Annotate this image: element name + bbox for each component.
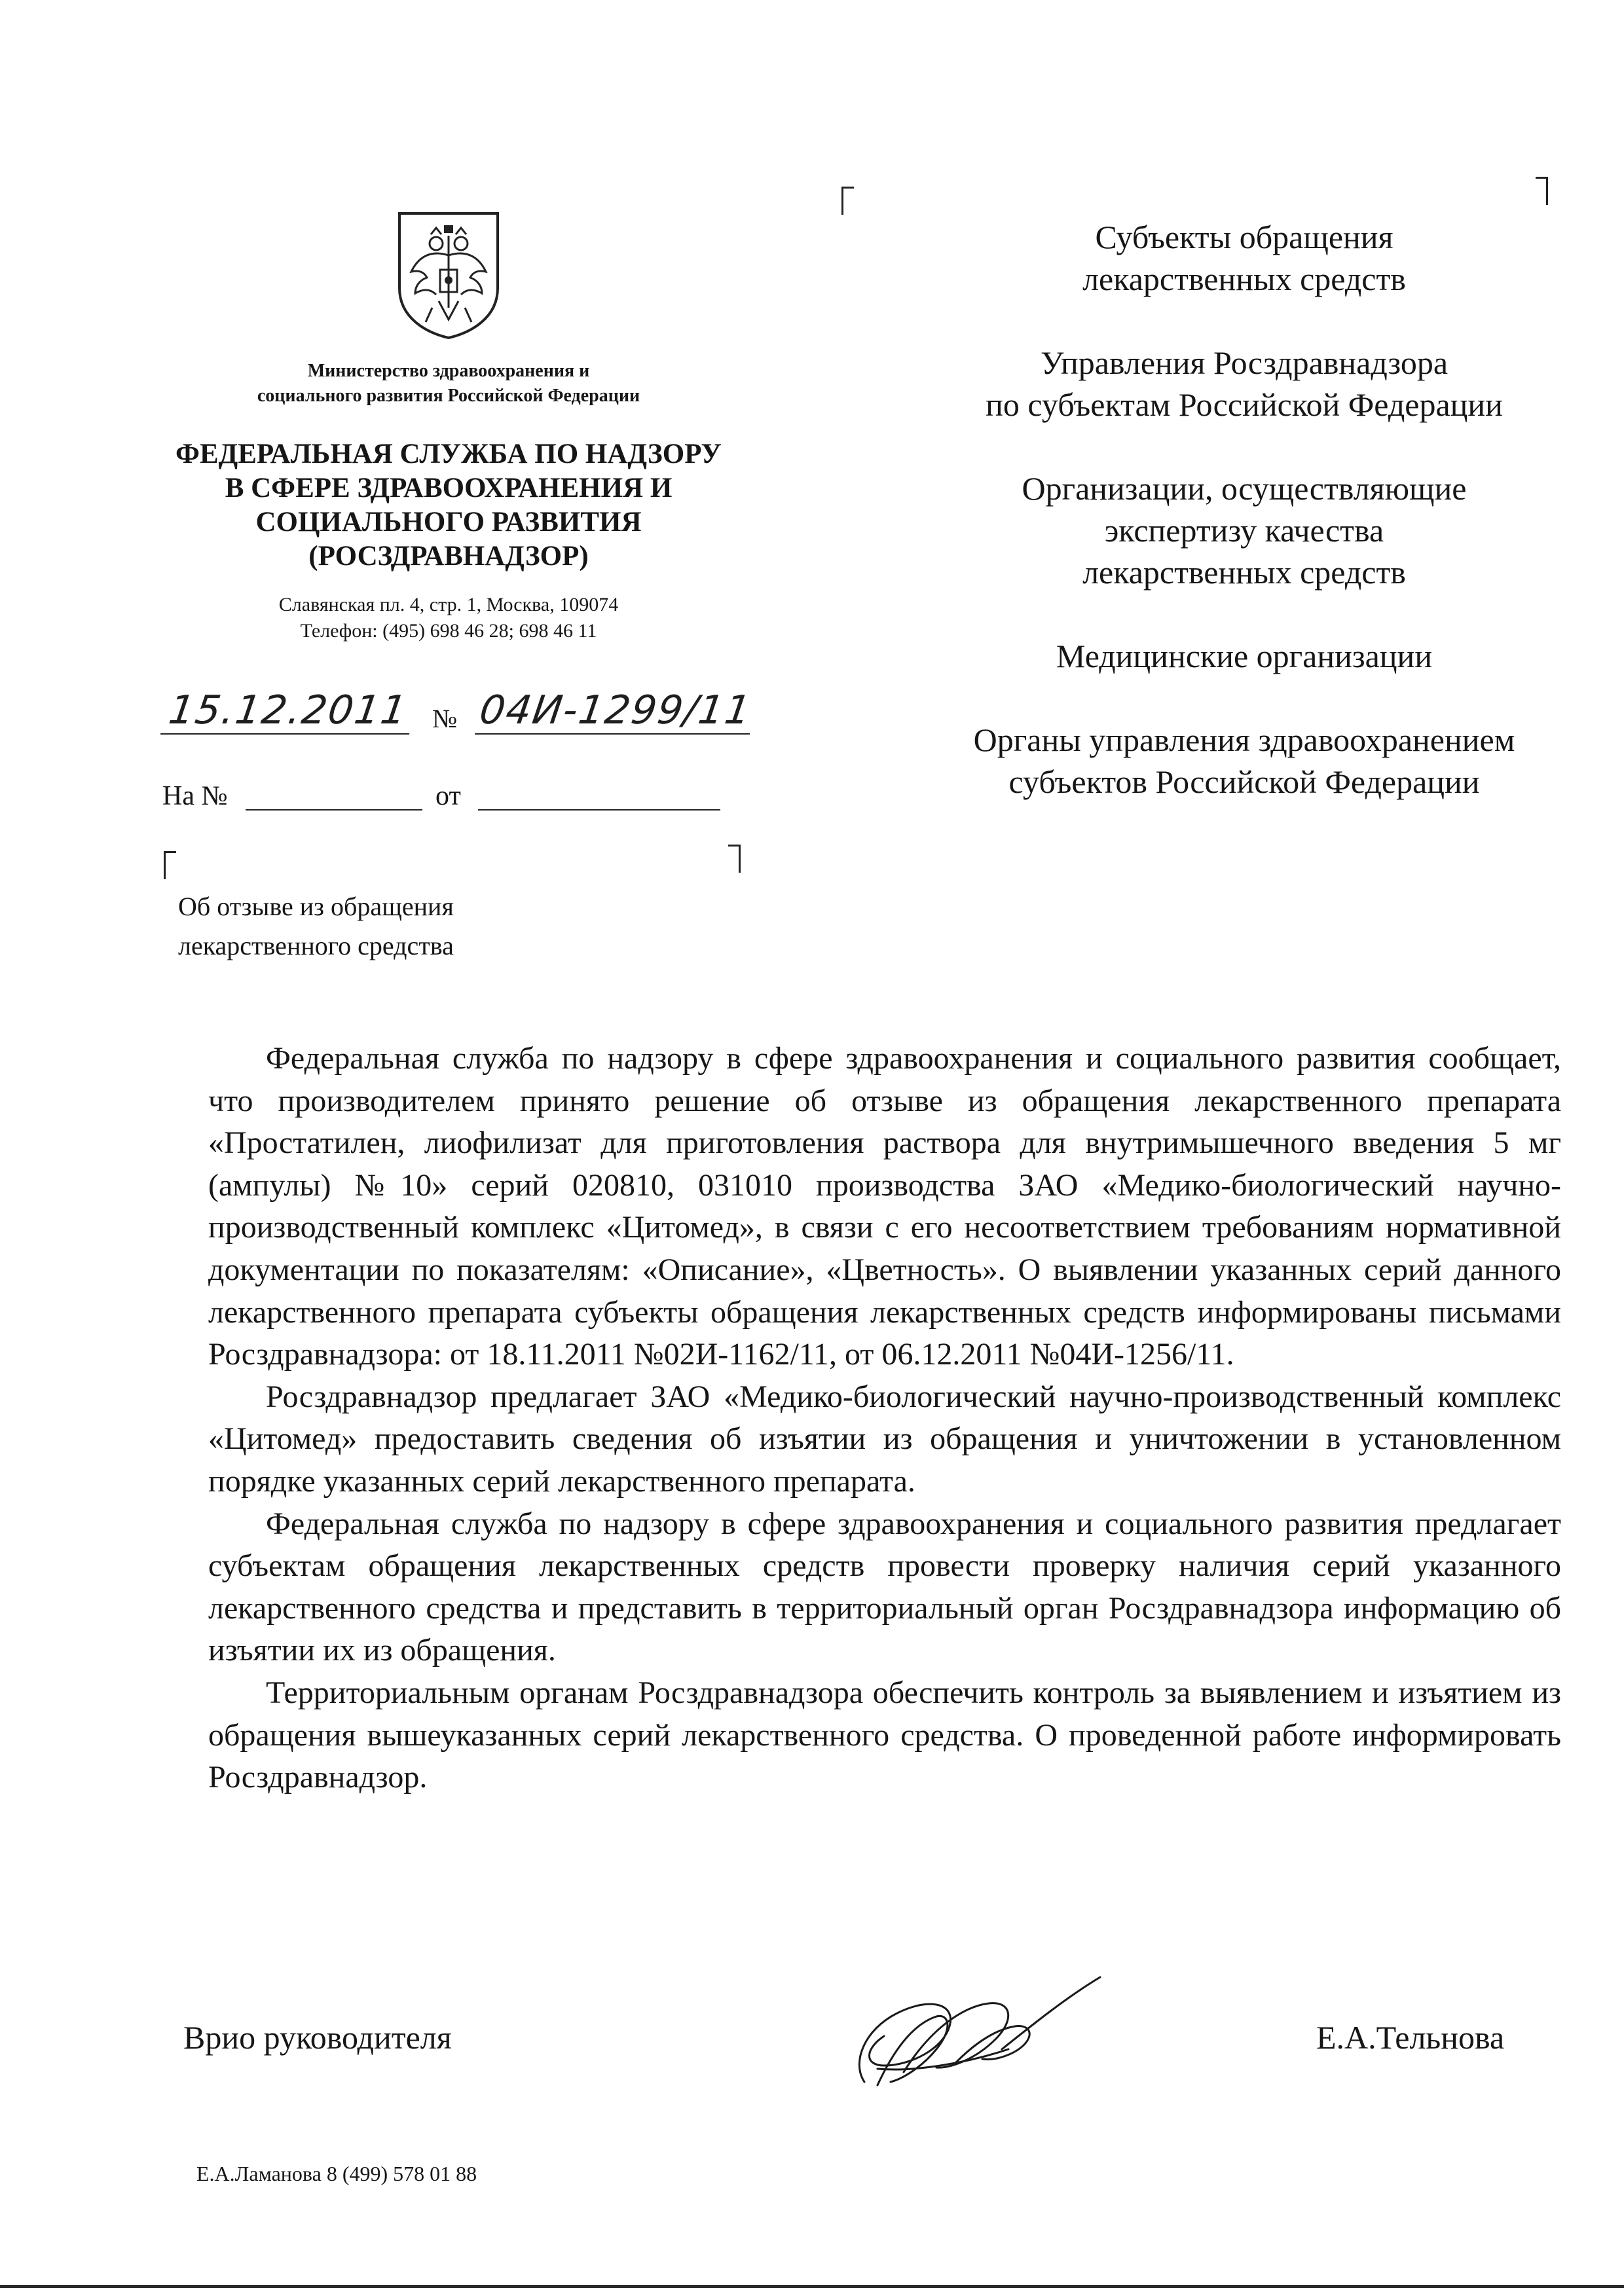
- body-paragraph: Федеральная служба по надзору в сфере здравоохранения и социального развития сообщает, что производителем принято решение об отзыве из обращения лекарственного препарата «Простатилен, лиофилизат для приготовления раствора для внутримышечного введения 5 мг (ампулы) №10» серий 020810, 031010 производства ЗАО «Медико-биологический научно-производственный комплекс «Цитомед», в связи с его несоответствием требованиям нормативной документации по показателям: «Описание», «Цветность». О выявлении указанных серий данного лекарственного препарата субъекты обращения лекарственных средств информированы письмами Росздравнадзора: от 18.11.2011 №02И-1162/11, от 06.12.2011 №04И-1256/11.: [208, 1041, 1561, 1372]
- bottom-border: [0, 2285, 1624, 2288]
- ministry-name: Министерство здравоохранения и социального развития Российской Федерации: [257, 361, 640, 406]
- executor-contact: Е.А.Ламанова 8 (499) 578 01 88: [196, 2162, 477, 2185]
- addressee-item: Организации, осуществляющие экспертизу качества лекарственных средств: [1022, 470, 1467, 591]
- reference-number-label: На №: [162, 781, 228, 811]
- signatory-title: Врио руководителя: [183, 2019, 452, 2056]
- registration-date: 15.12.2011: [160, 687, 416, 735]
- addressee-item: Медицинские организации: [1056, 638, 1433, 674]
- registration-number-label: №: [432, 704, 458, 733]
- agency-name: ФЕДЕРАЛЬНАЯ СЛУЖБА ПО НАДЗОРУ В СФЕРЕ ЗДРАВООХРАНЕНИЯ И СОЦИАЛЬНОГО РАЗВИТИЯ (РОСЗДРАВНАДЗОР): [175, 439, 722, 572]
- registration-number: 04И-1299/11: [475, 687, 756, 735]
- addressee-item: Субъекты обращения лекарственных средств: [1082, 219, 1406, 297]
- body-paragraph: Территориальным органам Росздравнадзора обеспечить контроль за выявлением и изъятием из обращения вышеуказанных серий лекарственного средства. О проведенной работе информировать Росздравнадзор.: [208, 1675, 1561, 1795]
- phone-line: Телефон: (495) 698 46 28; 698 46 11: [300, 620, 597, 642]
- handwritten-signature-icon: [838, 1951, 1113, 2108]
- addressee-list: [917, 216, 1572, 845]
- letter-body: [208, 1038, 1561, 1799]
- reference-date-blank: [478, 808, 720, 811]
- reference-date-label: от: [435, 781, 461, 811]
- subject-bracket-right: [728, 845, 741, 873]
- addressee-bracket-left: [841, 187, 854, 215]
- address-line: Славянская пл. 4, стр. 1, Москва, 109074: [278, 594, 619, 615]
- agency-address: [151, 592, 747, 644]
- addressee-item: Управления Росздравнадзора по субъектам Российской Федерации: [986, 344, 1503, 423]
- addressee-bracket-right: [1536, 177, 1548, 205]
- body-paragraph: Росздравнадзор предлагает ЗАО «Медико-биологический научно-производственный комплекс «Цитомед» предоставить сведения об изъятии из обращения и уничтожении в установленном порядке указанных серий лекарственного препарата.: [208, 1379, 1561, 1499]
- reference-number-blank: [246, 808, 422, 811]
- coat-of-arms-icon: [393, 210, 504, 340]
- signatory-name: Е.А.Тельнова: [1316, 2019, 1505, 2056]
- subject-bracket-left: [164, 851, 176, 879]
- letter-subject: Об отзыве из обращения лекарственного средства: [178, 892, 454, 960]
- addressee-item: Органы управления здравоохранением субъектов Российской Федерации: [973, 721, 1515, 800]
- body-paragraph: Федеральная служба по надзору в сфере здравоохранения и социального развития предлагает субъектам обращения лекарственных средств провести проверку наличия серий указанного лекарственного средства и представить в территориальный орган Росздравнадзора информацию об изъятии их из обращения.: [208, 1506, 1561, 1668]
